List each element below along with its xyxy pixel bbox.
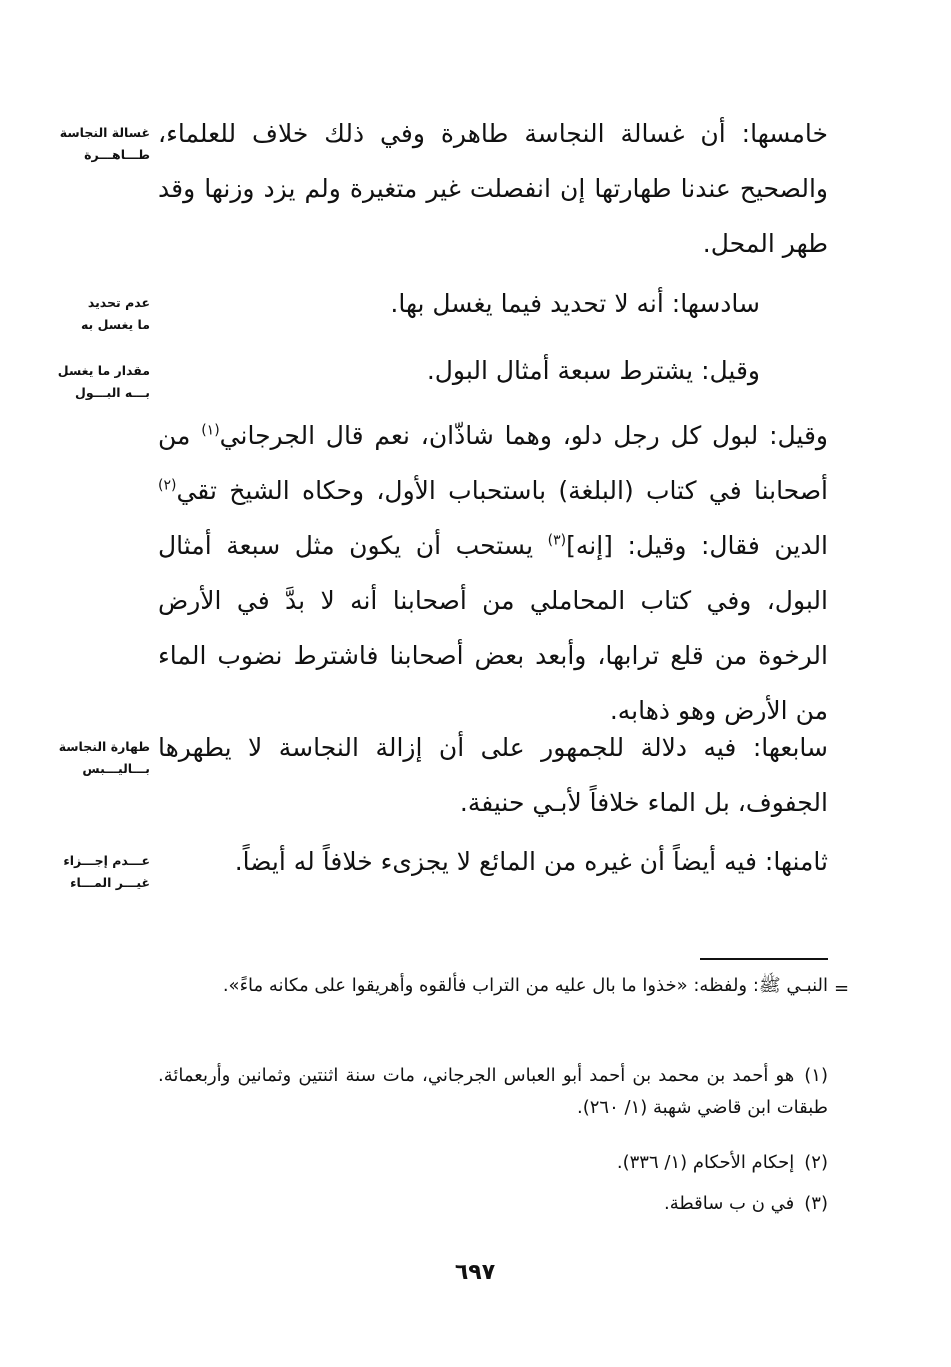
paragraph-fifth: خامسها: أن غسالة النجاسة طاهرة وفي ذلك خلاف للعلماء، والصحيح عندنا طهارتها إن انفصلت غير متغيرة ولم يزد وزنها وقد طهر المحل. [158, 119, 828, 258]
margin-note-4: طهارة النجاسة بـــاليـــبس [58, 739, 150, 776]
footnote-3: (٣)في ن ب ساقطة. [158, 1188, 828, 1220]
footnote-2: (٢)إحكام الأحكام (١/ ٣٣٦). [158, 1147, 828, 1179]
margin-note-2: عدم تحديد ما يغسل به [80, 295, 150, 332]
footnote-number-1: (١) [804, 1065, 828, 1086]
main-text-block-5 [158, 720, 828, 830]
main-text-block-4 [158, 408, 828, 738]
footnote-number-2: (٢) [804, 1152, 828, 1173]
paragraph-sixth: سادسها: أنه لا تحديد فيما يغسل بها. [390, 289, 760, 318]
footnote-continuation-mark: = [834, 978, 850, 999]
footnote-continuation: النبـي ﷺ: ولفظه: «خذوا ما بال عليه من التراب فألقوه وأهريقوا على مكانه ماءً». [222, 975, 828, 996]
paragraph-qila-1: وقيل: يشترط سبعة أمثال البول. [426, 356, 760, 385]
main-text-block-2 [158, 276, 828, 331]
margin-note-1: غسالة النجاسة طـــاهـــرة [59, 125, 150, 162]
main-text-block-1 [158, 106, 828, 271]
paragraph-eighth: ثامنها: فيه أيضاً أن غيره من المائع لا يجزىء خلافاً له أيضاً. [234, 847, 828, 876]
footnote-separator [700, 958, 828, 960]
footnote-ref-3[interactable]: (٣) [547, 532, 567, 549]
paragraph-qila-2: وقيل: لبول كل رجل دلو، وهما شاذّان، نعم قال الجرجاني$^{(١)}$ من أصحابنا في كتاب (البلغة) باستحباب الأول، وحكاه الشيخ تقي$^{(٢)}$ الدين فقال: وقيل: [إنه]$^{(٣)}$ يستحب أن يكون مثل سبعة أمثال البول، وفي كتاب المحاملي من أصحابنا أنه لا بدَّ في الأرض الرخوة من قلع ترابها، وأبعد بعض أصحابنا فاشترط نضوب الماء من الأرض وهو ذهابه. [158, 421, 829, 725]
margin-note-5: عـــدم إجـــزاء غيـــر المـــاء [63, 853, 150, 890]
footnote-1: (١)هو أحمد بن محمد بن أحمد أبو العباس الجرجاني، مات سنة اثنتين وثمانين وأربعمائة. طبقات ابن قاضي شهبة (١/ ٢٦٠). [158, 1060, 828, 1124]
footnote-number-3: (٣) [804, 1193, 828, 1214]
margin-note-3: مقدار ما يغسل بـــه البـــول [57, 363, 150, 400]
main-text-block-6 [158, 834, 828, 889]
page-number: ٦٩٧ [454, 1260, 496, 1285]
main-text-block-3 [158, 343, 828, 398]
footnote-ref-1[interactable]: (١) [201, 422, 220, 439]
footnote-ref-2[interactable]: (٢) [158, 477, 177, 494]
paragraph-seventh: سابعها: فيه دلالة للجمهور على أن إزالة النجاسة لا يطهرها الجفوف، بل الماء خلافاً لأبـي حنيفة. [158, 733, 828, 817]
